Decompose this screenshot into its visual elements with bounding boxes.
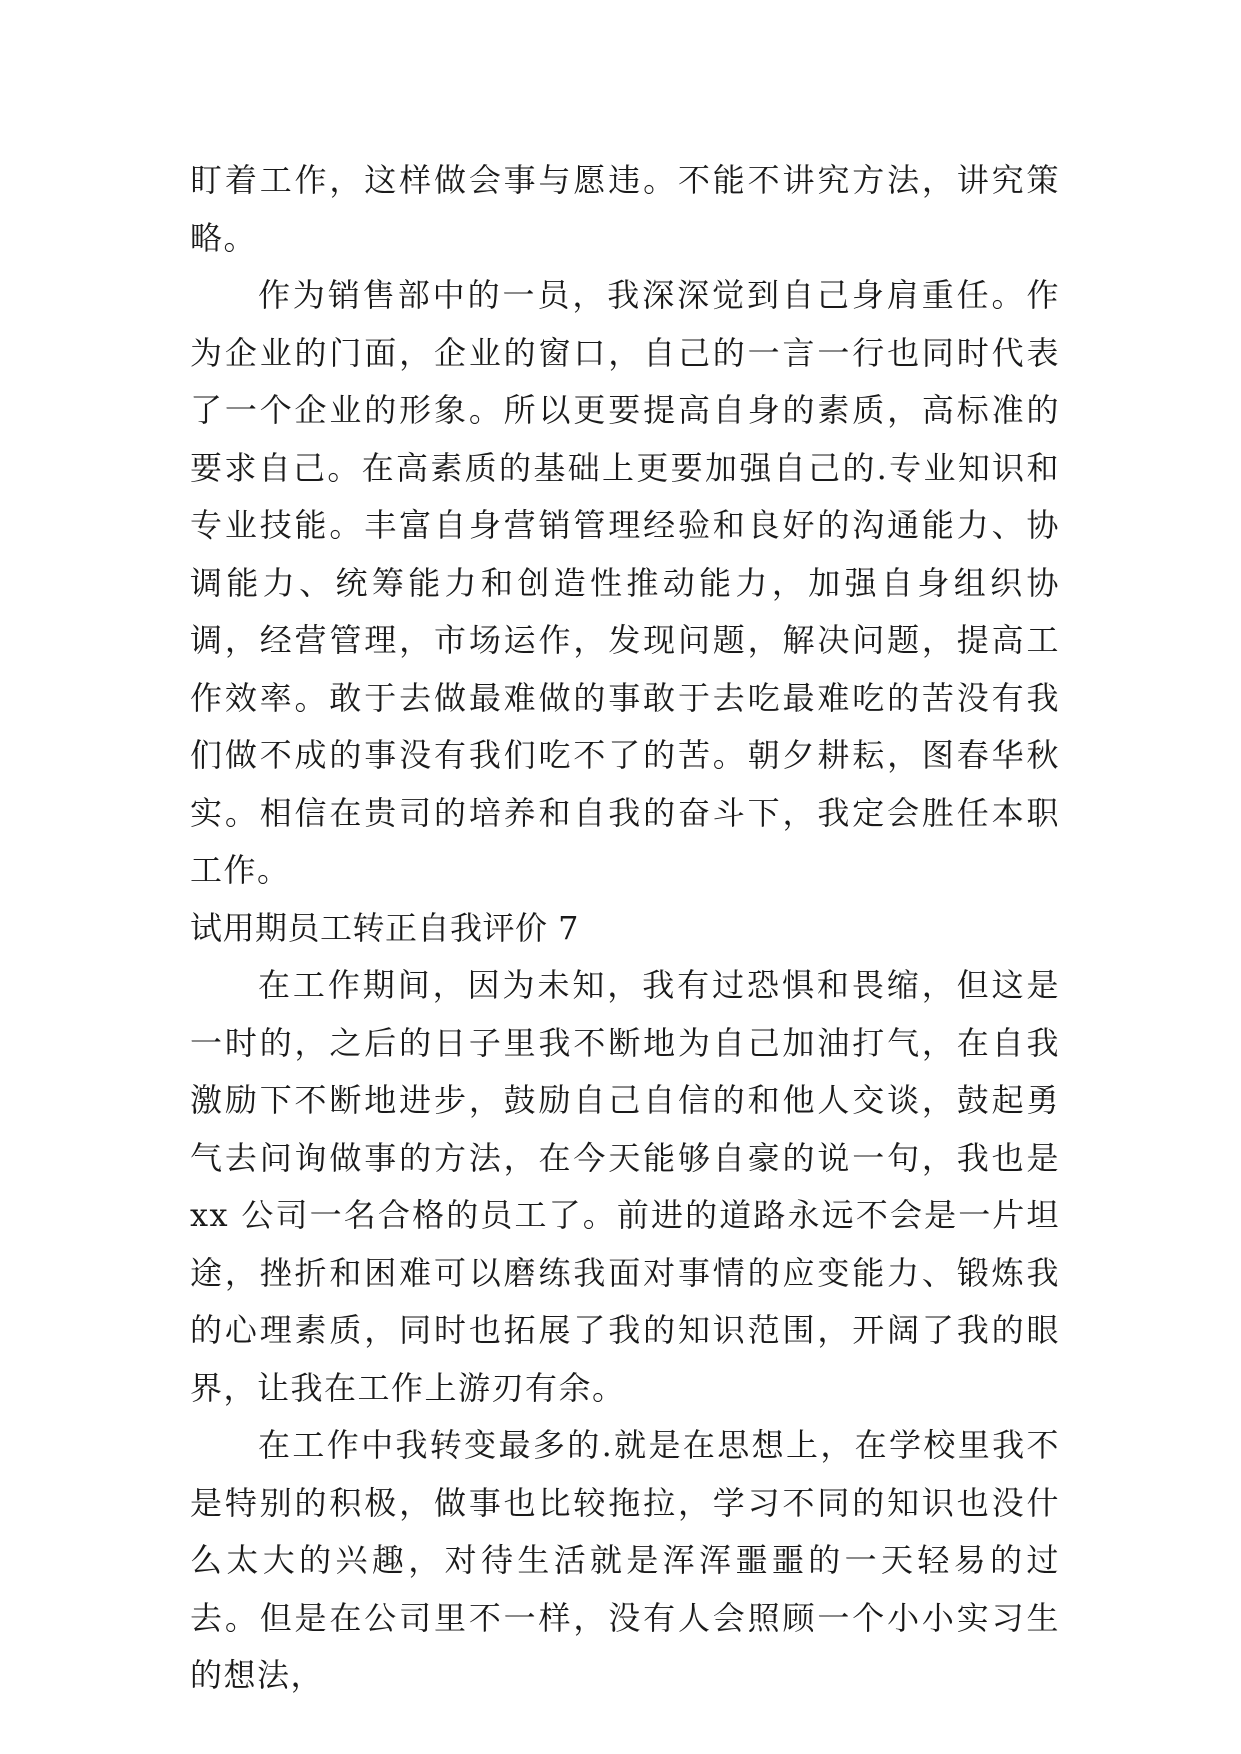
document-body [190,152,1060,1705]
paragraph-continuation: 盯着工作，这样做会事与愿违。不能不讲究方法，讲究策略。 [190,161,1060,257]
paragraph-work-period: 在工作期间，因为未知，我有过恐惧和畏缩，但这是一时的，之后的日子里我不断地为自己加油打气，在自我激励下不断地进步，鼓励自己自信的和他人交谈，鼓起勇气去问询做事的方法，在今天能够自豪的说一句，我也是 xx 公司一名合格的员工了。前进的道路永远不会是一片坦途，挫折和困难可以磨练我面对事情的应变能力、锻炼我的心理素质，同时也拓展了我的知识范围，开阔了我的眼界，让我在工作上游刃有余。 [190,966,1060,1407]
section-heading: 试用期员工转正自我评价 7 [190,908,580,947]
paragraph-mindset-change: 在工作中我转变最多的.就是在思想上，在学校里我不是特别的积极，做事也比较拖拉，学习不同的知识也没什么太大的兴趣，对待生活就是浑浑噩噩的一天轻易的过去。但是在公司里不一样，没有人会照顾一个小小实习生的想法， [190,1426,1060,1694]
paragraph-sales-role: 作为销售部中的一员，我深深觉到自己身肩重任。作为企业的门面，企业的窗口，自己的一言一行也同时代表了一个企业的形象。所以更要提高自身的素质，高标准的要求自己。在高素质的基础上更要加强自己的.专业知识和专业技能。丰富自身营销管理经验和良好的沟通能力、协调能力、统筹能力和创造性推动能力，加强自身组织协调，经营管理，市场运作，发现问题，解决问题，提高工作效率。敢于去做最难做的事敢于去吃最难吃的苦没有我们做不成的事没有我们吃不了的苦。朝夕耕耘，图春华秋实。相信在贵司的培养和自我的奋斗下，我定会胜任本职工作。 [190,276,1060,889]
